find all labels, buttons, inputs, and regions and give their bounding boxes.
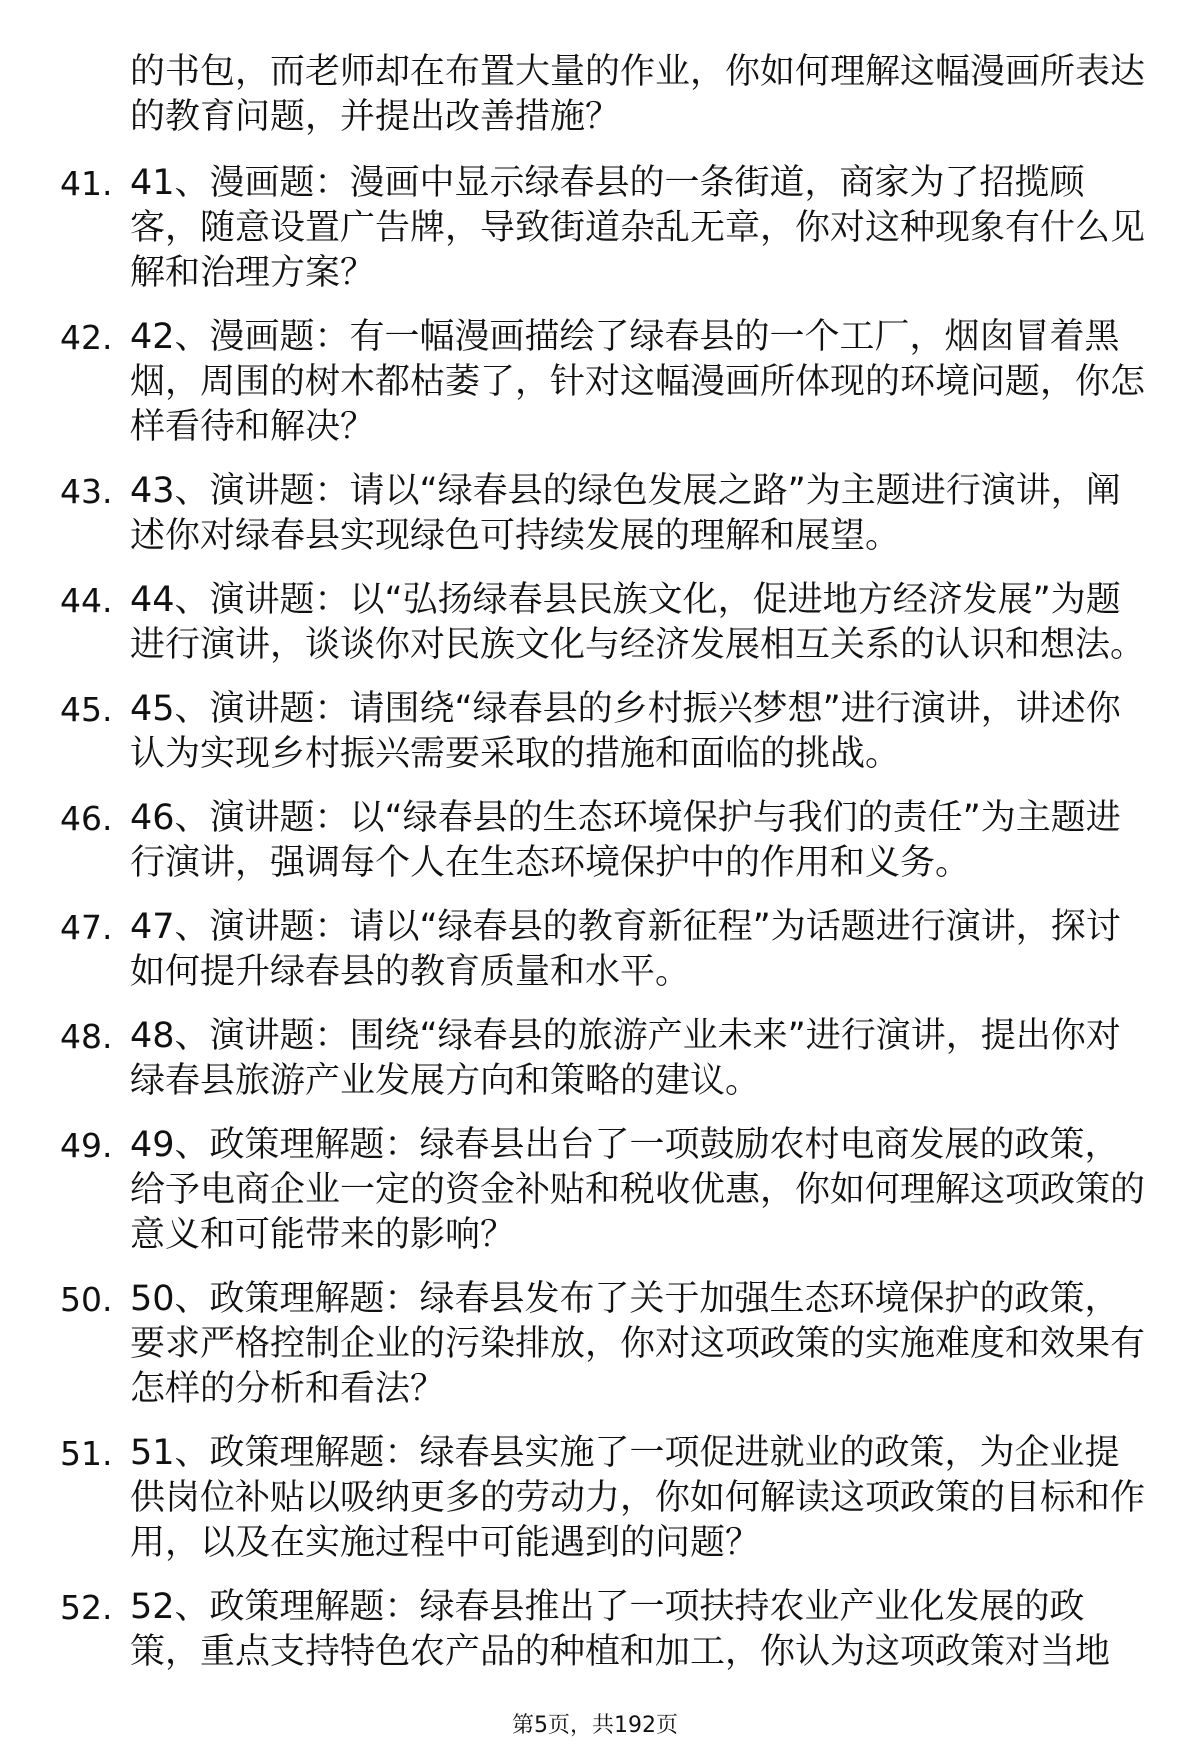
- question-text: 50、政策理解题：绿春县发布了关于加强生态环境保护的政策，要求严格控制企业的污染排放，你对这项政策的实施难度和效果有怎样的分析和看法？: [130, 1279, 1146, 1409]
- question-number: 51.: [60, 1434, 113, 1473]
- question-item: [60, 578, 1150, 668]
- question-list: [60, 161, 1150, 1675]
- question-item: [60, 315, 1150, 450]
- question-number: 47.: [60, 908, 113, 947]
- question-item: [60, 905, 1150, 995]
- question-number: 50.: [60, 1280, 113, 1319]
- question-number: 43.: [60, 472, 113, 511]
- question-text: 51、政策理解题：绿春县实施了一项促进就业的政策，为企业提供岗位补贴以吸纳更多的劳动力，你如何解读这项政策的目标和作用，以及在实施过程中可能遇到的问题？: [130, 1433, 1146, 1563]
- question-number: 52.: [60, 1588, 113, 1627]
- question-text: 45、演讲题：请围绕“绿春县的乡村振兴梦想”进行演讲，讲述你认为实现乡村振兴需要采取的措施和面临的挑战。: [130, 689, 1121, 774]
- question-content: [60, 50, 1150, 1694]
- question-text: 46、演讲题：以“绿春县的生态环境保护与我们的责任”为主题进行演讲，强调每个人在生态环境保护中的作用和义务。: [130, 798, 1121, 883]
- question-item: [60, 796, 1150, 886]
- question-number: 48.: [60, 1017, 113, 1056]
- question-text: 47、演讲题：请以“绿春县的教育新征程”为话题进行演讲，探讨如何提升绿春县的教育质量和水平。: [130, 907, 1121, 992]
- question-text: 48、演讲题：围绕“绿春县的旅游产业未来”进行演讲，提出你对绿春县旅游产业发展方向和策略的建议。: [130, 1016, 1121, 1101]
- question-item: [60, 1585, 1150, 1675]
- question-text: 49、政策理解题：绿春县出台了一项鼓励农村电商发展的政策，给予电商企业一定的资金补贴和税收优惠，你如何理解这项政策的意义和可能带来的影响？: [130, 1125, 1146, 1255]
- question-text: 42、漫画题：有一幅漫画描绘了绿春县的一个工厂，烟囱冒着黑烟，周围的树木都枯萎了，针对这幅漫画所体现的环境问题，你怎样看待和解决？: [130, 317, 1146, 447]
- question-number: 41.: [60, 164, 113, 203]
- question-item: [60, 1431, 1150, 1566]
- question-item: [60, 687, 1150, 777]
- question-number: 49.: [60, 1126, 113, 1165]
- question-item: [60, 1123, 1150, 1258]
- continued-question-text: 的书包，而老师却在布置大量的作业，你如何理解这幅漫画所表达的教育问题，并提出改善措施？: [130, 52, 1146, 137]
- question-item: [60, 1014, 1150, 1104]
- question-number: 46.: [60, 799, 113, 838]
- question-text: 43、演讲题：请以“绿春县的绿色发展之路”为主题进行演讲，阐述你对绿春县实现绿色可持续发展的理解和展望。: [130, 471, 1121, 556]
- question-item: [60, 1277, 1150, 1412]
- question-item: [60, 469, 1150, 559]
- page-footer: 第5页，共192页: [512, 1713, 678, 1738]
- question-text: 41、漫画题：漫画中显示绿春县的一条街道，商家为了招揽顾客，随意设置广告牌，导致街道杂乱无章，你对这种现象有什么见解和治理方案？: [130, 163, 1146, 293]
- question-number: 45.: [60, 690, 113, 729]
- question-text: 44、演讲题：以“弘扬绿春县民族文化，促进地方经济发展”为题进行演讲，谈谈你对民族文化与经济发展相互关系的认识和想法。: [130, 580, 1146, 665]
- question-text: 52、政策理解题：绿春县推出了一项扶持农业产业化发展的政策，重点支持特色农产品的种植和加工，你认为这项政策对当地: [130, 1587, 1111, 1672]
- question-item: [60, 161, 1150, 296]
- question-number: 44.: [60, 581, 113, 620]
- question-number: 42.: [60, 318, 113, 357]
